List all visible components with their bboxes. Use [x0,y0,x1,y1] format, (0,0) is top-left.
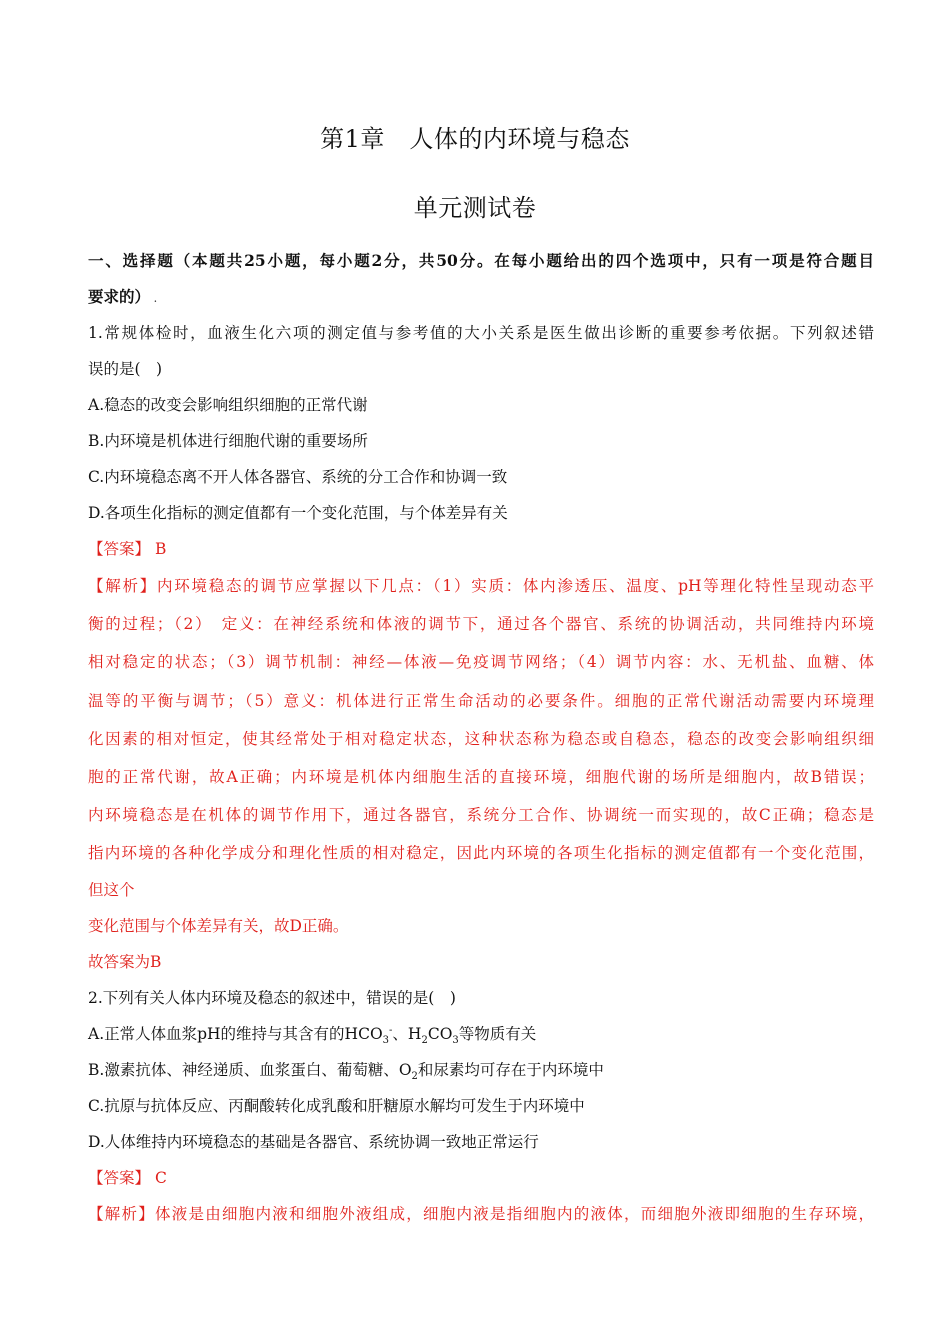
q2-answer [88,1160,874,1196]
q2-option-a-sub3: 3 [452,1034,459,1046]
q2-option-b-text2: 和尿素均可存在于内环境中 [417,1060,604,1079]
section-heading-line1: 一、选择题（本题共25小题，每小题2分，共50分。在每小题给出的四个选项中，只有一项是符合题目 [88,251,874,270]
q1-explanation-line9: 但这个 [88,880,135,899]
q1-stem-line1: 1.常规体检时，血液生化六项的测定值与参考值的大小关系是医生做出诊断的重要参考依据。下列叙述错 [88,324,874,342]
q2-option-a-sub2: 2 [421,1034,428,1046]
q2-stem: 2.下列有关人体内环境及稳态的叙述中，错误的是( ) [88,988,456,1007]
q2-explanation-line1 [88,1196,874,1232]
q1-explanation-line5: 化因素的相对恒定，使其经常处于相对稳定状态，这种状态称为稳态或自稳态，稳态的改变会影响组织细 [88,729,874,748]
q2-option-a [88,1016,874,1052]
q2-explanation-text: 体液是由细胞内液和细胞外液组成，细胞内液是指细胞内的液体，而细胞外液即细胞的生存环境， [155,1204,874,1223]
q1-answer [88,531,874,567]
q1-option-a: A.稳态的改变会影响组织细胞的正常代谢 [88,396,368,414]
q2-option-b-text1: B.激素抗体、神经递质、血浆蛋白、葡萄糖、O [88,1060,412,1079]
q2-option-a-sup1: - [389,1024,393,1036]
q1-stem-line2: 误的是( ) [88,360,163,378]
q1-option-d: D.各项生化指标的测定值都有一个变化范围，与个体差异有关 [88,504,508,522]
q2-option-b [88,1052,874,1088]
section-heading-dot: . [154,294,157,304]
q1-explanation-line4: 温等的平衡与调节；（5）意义：机体进行正常生命活动的必要条件。细胞的正常代谢活动需要内环境理 [88,691,874,710]
section-heading-line2 [88,279,874,315]
q1-explanation-text: 内环境稳态的调节应掌握以下几点：（1）实质：体内渗透压、温度、pH等理化特性呈现动态平 [156,577,874,595]
q1-answer-label: 【答案】 [88,540,151,558]
q1-option-b: B.内环境是机体进行细胞代谢的重要场所 [88,432,368,450]
chapter-title: 第1章 人体的内环境与稳态 [320,125,630,153]
q2-option-a-text1: A.正常人体血浆pH的维持与其含有的HCO [88,1024,383,1043]
q1-explanation-line3: 相对稳定的状态；（3）调节机制：神经—体液—免疫调节网络；（4）调节内容：水、无机盐、血糖、体 [88,653,874,672]
q2-answer-value: C [154,1168,167,1187]
q2-option-a-sub1: 3 [382,1034,390,1046]
content-body [88,243,874,1232]
q1-explanation-line7: 内环境稳态是在机体的调节作用下，通过各器官，系统分工合作、协调统一而实现的，故C正确；稳态是 [88,806,874,825]
q1-answer-value: B [154,540,167,558]
q2-option-a-text2: 、H [392,1024,422,1043]
q1-explanation-label: 【解析】 [88,577,157,595]
section-heading-text: 要求的） [88,287,151,306]
q2-option-c: C.抗原与抗体反应、丙酮酸转化成乳酸和肝糖原水解均可发生于内环境中 [88,1096,585,1115]
q2-option-d: D.人体维持内环境稳态的基础是各器官、系统协调一致地正常运行 [88,1132,539,1151]
q1-explanation-line2: 衡的过程；（2） 定义：在神经系统和体液的调节下，通过各个器官、系统的协调活动，共同维持内环境 [88,615,874,634]
q1-explanation-line6: 胞的正常代谢，故A正确；内环境是机体内细胞生活的直接环境，细胞代谢的场所是细胞内，故B错误； [88,767,874,786]
q1-conclusion: 故答案为B [88,952,162,971]
q2-option-b-sub: 2 [411,1070,418,1082]
subtitle: 单元测试卷 [413,194,537,222]
q1-explanation-line1 [88,567,874,605]
q2-answer-label: 【答案】 [88,1168,151,1187]
q2-option-a-text3: CO [427,1024,453,1043]
q2-explanation-label: 【解析】 [88,1204,155,1223]
q1-explanation-line8: 指内环境的各种化学成分和理化性质的相对稳定，因此内环境的各项生化指标的测定值都有一个变化范围， [88,844,874,863]
q1-explanation-line10: 变化范围与个体差异有关，故D正确。 [88,916,349,935]
q1-option-c: C.内环境稳态离不开人体各器官、系统的分工合作和协调一致 [88,468,508,486]
q2-option-a-text4: 等物质有关 [458,1024,537,1043]
